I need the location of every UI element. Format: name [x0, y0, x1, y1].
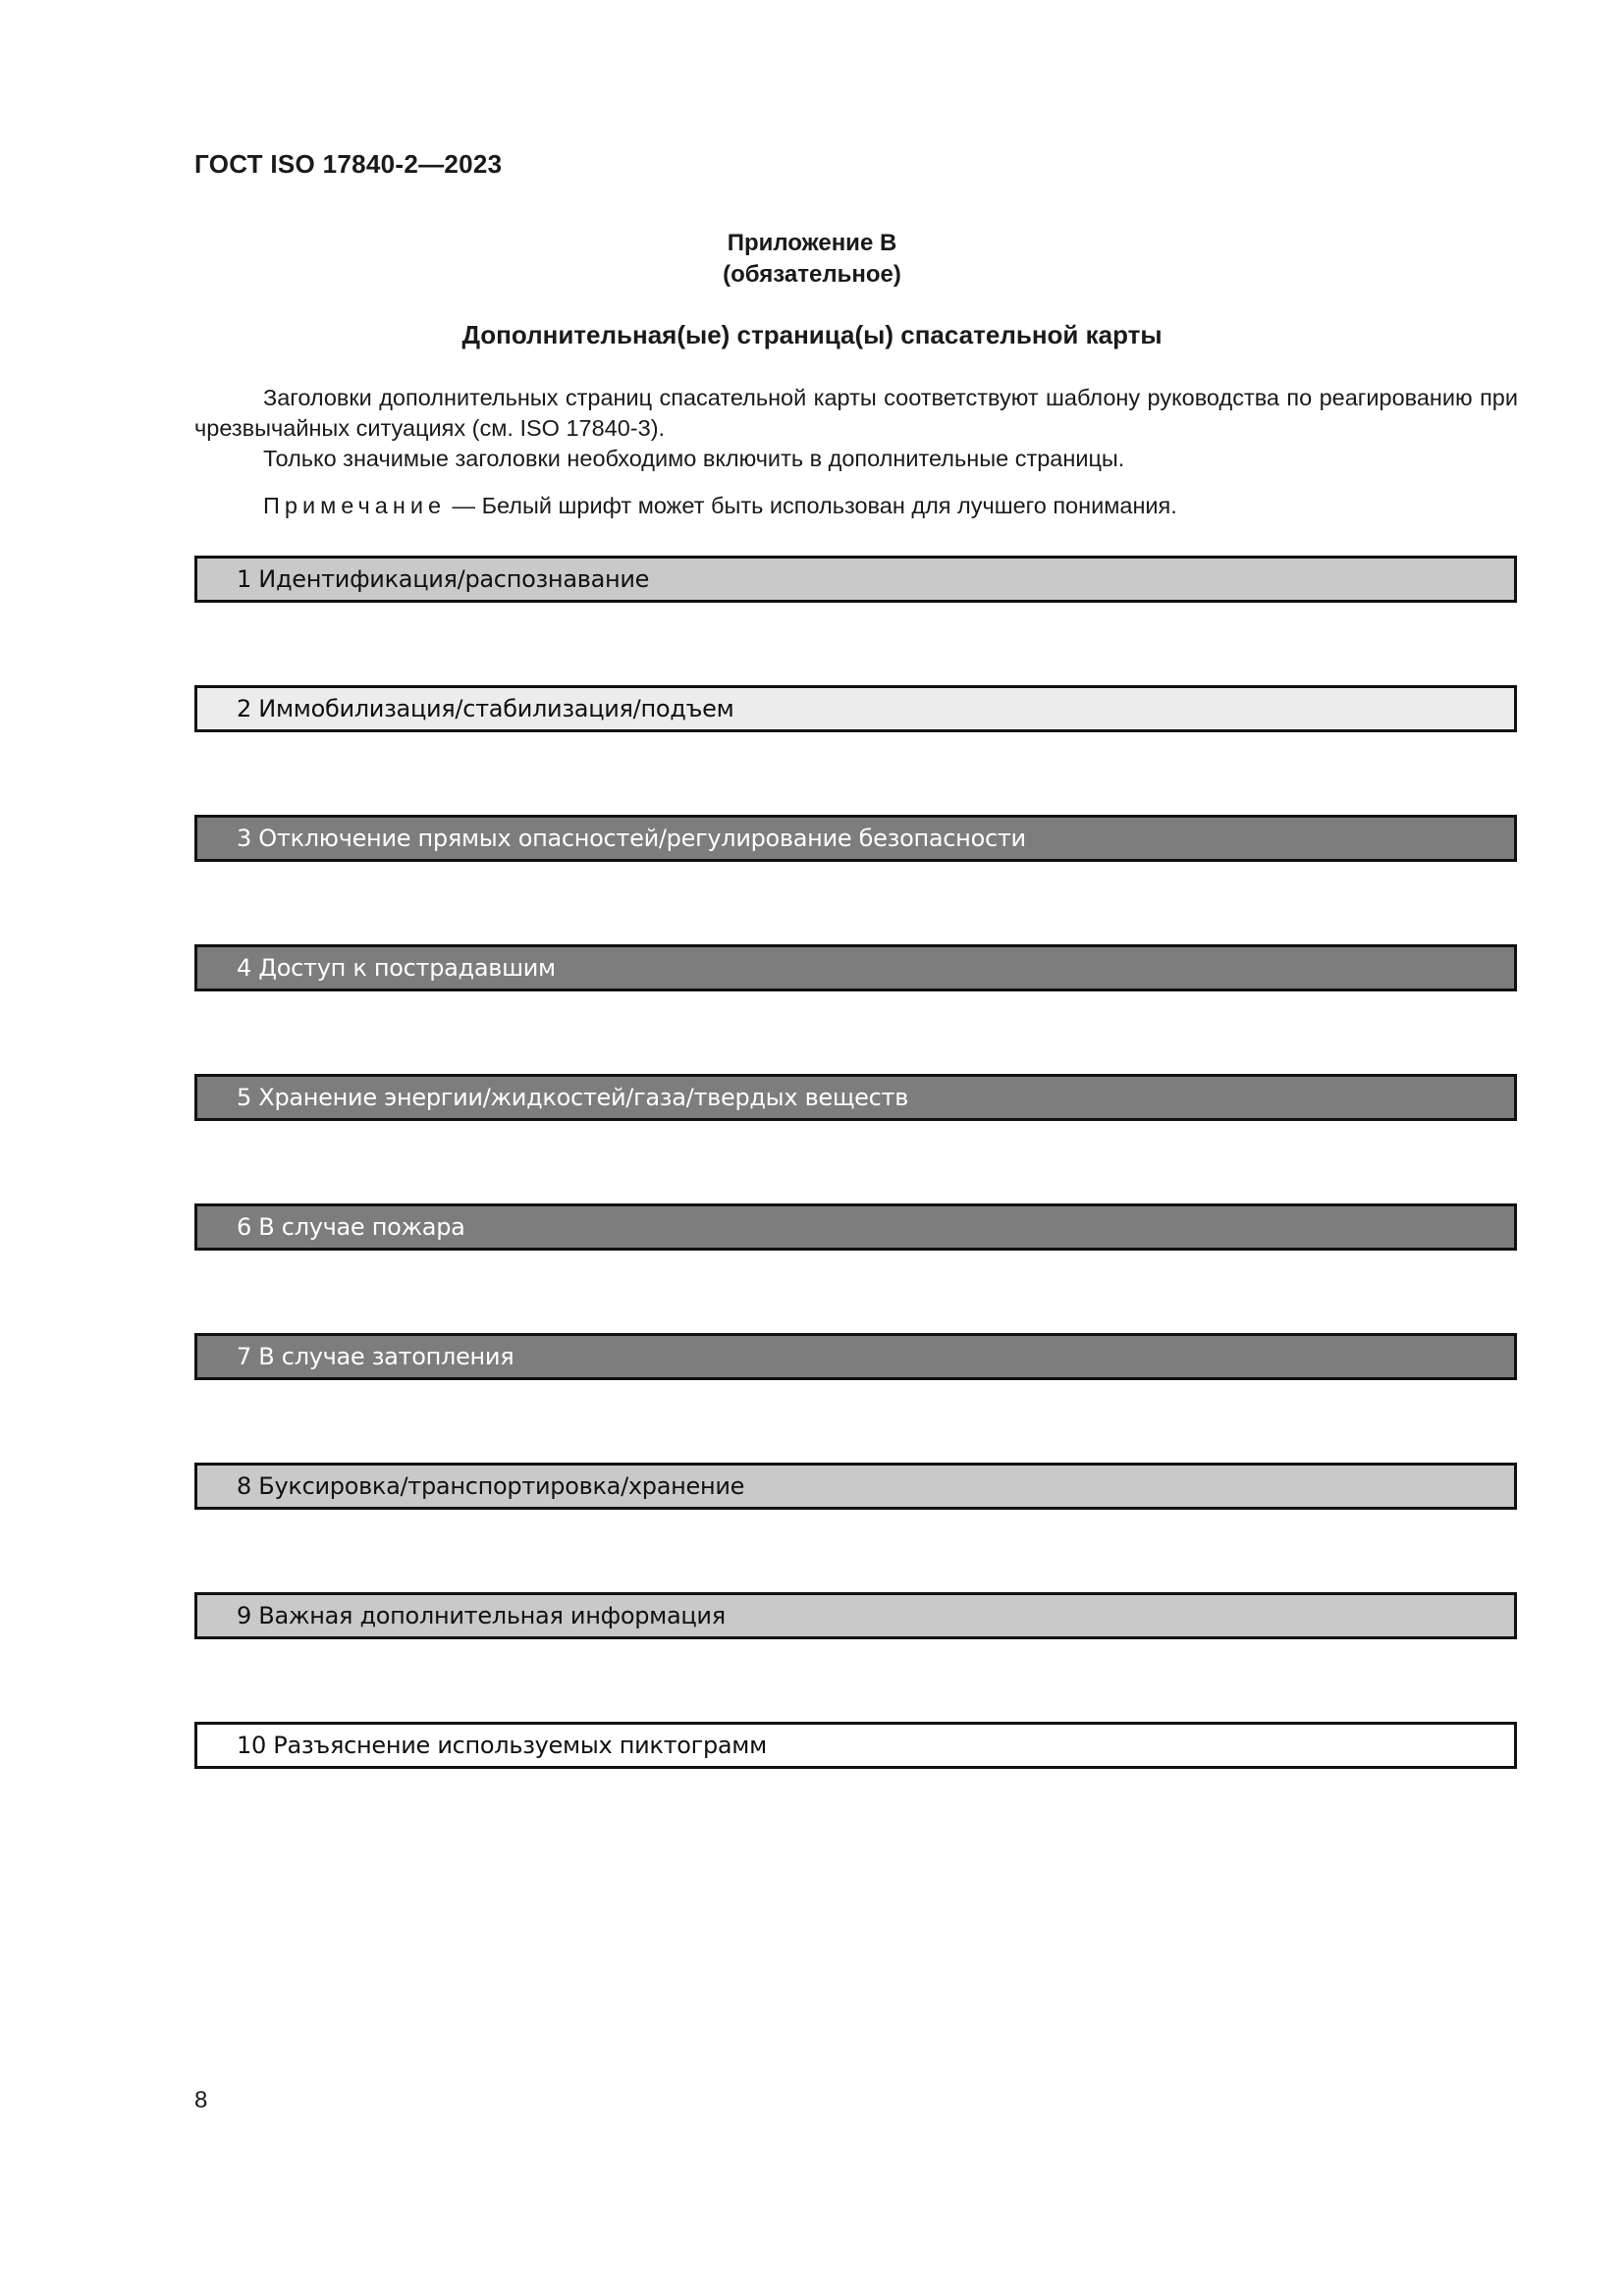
heading-bar-identification	[194, 556, 1517, 603]
heading-bar-submersion	[194, 1333, 1517, 1380]
section-title: Дополнительная(ые) страница(ы) спасательной карты	[461, 320, 1163, 349]
heading-bar-disable-hazards	[194, 815, 1517, 862]
paragraph-headings-template: Заголовки дополнительных страниц спасательной карты соответствуют шаблону руководства по реагированию при чрезвычайных ситуациях (см. ISO 17840-3).	[194, 385, 1518, 441]
heading-bar-label: 3 Отключение прямых опасностей/регулирование безопасности	[237, 825, 1026, 852]
note-label: Примечание	[263, 493, 447, 518]
document-code: ГОСТ ISO 17840-2—2023	[194, 149, 503, 179]
heading-bar-immobilisation	[194, 685, 1517, 732]
heading-bar-label: 2 Иммобилизация/стабилизация/подъем	[237, 695, 734, 722]
note-text: — Белый шрифт может быть использован для лучшего понимания.	[446, 493, 1177, 518]
page-number: 8	[194, 2087, 208, 2113]
heading-bar-label: 7 В случае затопления	[237, 1343, 514, 1370]
body-text	[194, 383, 1518, 521]
heading-bar-pictograms	[194, 1722, 1517, 1769]
heading-bar-towing	[194, 1463, 1517, 1510]
heading-bar-label: 9 Важная дополнительная информация	[237, 1602, 726, 1629]
heading-bar-access-occupants	[194, 944, 1517, 991]
annex-title	[0, 228, 1624, 291]
rescue-sheet-headings	[194, 556, 1517, 1851]
note-paragraph	[194, 491, 1518, 521]
heading-bar-label: 8 Буксировка/транспортировка/хранение	[237, 1472, 745, 1500]
heading-bar-label: 6 В случае пожара	[237, 1213, 465, 1241]
heading-bar-label: 5 Хранение энергии/жидкостей/газа/твердых веществ	[237, 1084, 909, 1111]
heading-bar-stored-energy	[194, 1074, 1517, 1121]
paragraph-significant-headings: Только значимые заголовки необходимо включить в дополнительные страницы.	[263, 446, 1125, 471]
annex-status: (обязательное)	[723, 261, 901, 288]
heading-bar-important-info	[194, 1592, 1517, 1639]
heading-bar-label: 4 Доступ к пострадавшим	[237, 954, 556, 982]
heading-bar-label: 1 Идентификация/распознавание	[237, 565, 650, 593]
heading-bar-fire	[194, 1203, 1517, 1251]
heading-bar-label: 10 Разъяснение используемых пиктограмм	[237, 1732, 767, 1759]
annex-name: Приложение В	[727, 230, 897, 256]
